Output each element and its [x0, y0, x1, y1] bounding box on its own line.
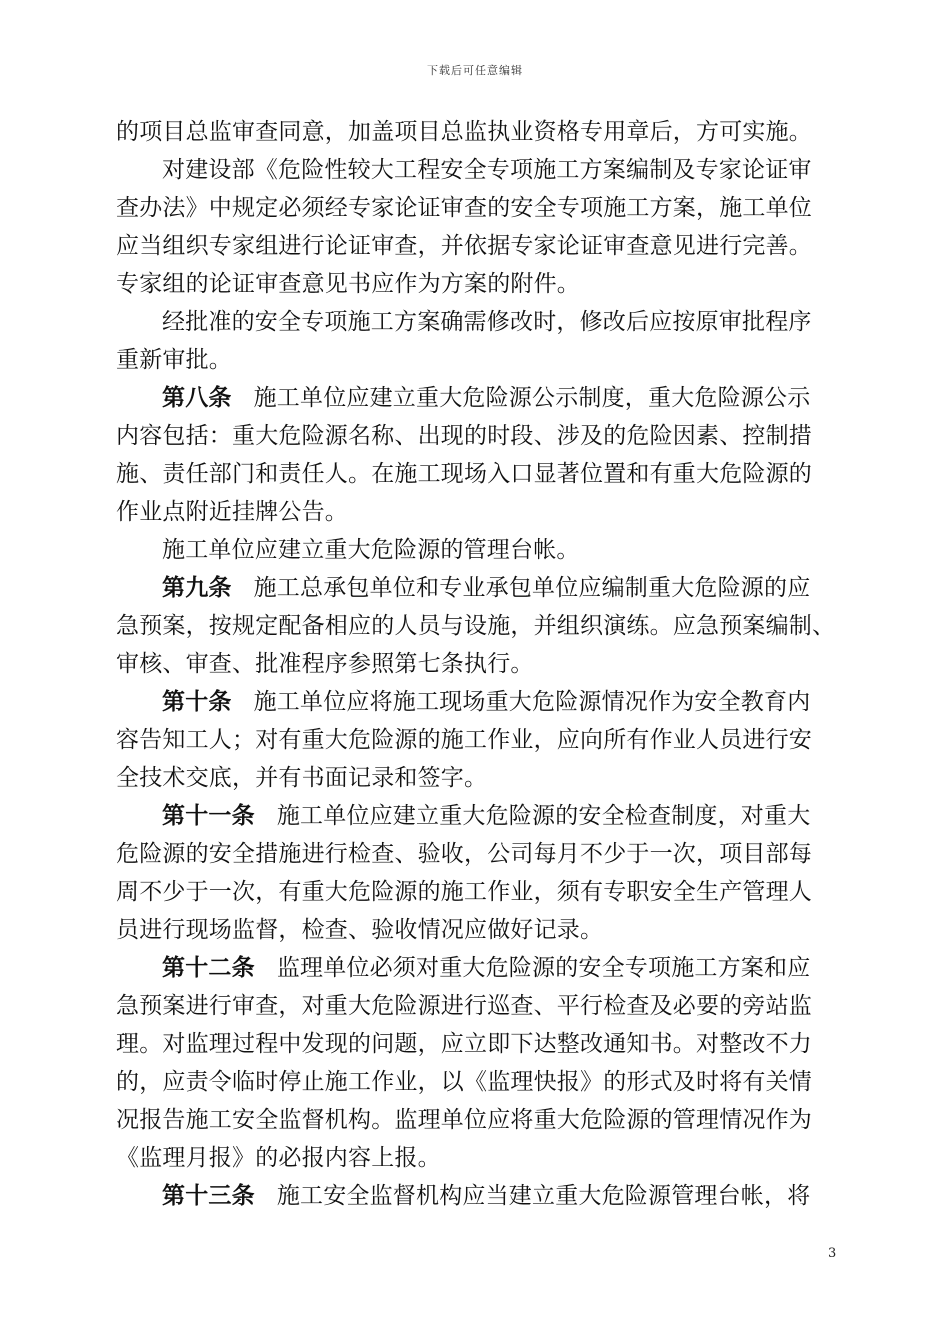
line-text: 全技术交底，并有书面记录和签字。: [116, 765, 488, 791]
line-text: 施工总承包单位和专业承包单位应编制重大危险源的应: [253, 575, 811, 601]
line-text: 审核、审查、批准程序参照第七条执行。: [116, 651, 534, 677]
text-line: [116, 1063, 836, 1101]
text-line: [116, 417, 836, 455]
line-text: 施工单位应建立重大危险源的管理台帐。: [162, 537, 580, 563]
article-10-start: [116, 683, 836, 721]
text-line: [116, 835, 836, 873]
line-text: 况报告施工安全监督机构。监理单位应将重大危险源的管理情况作为: [116, 1107, 812, 1133]
line-text: 对建设部《危险性较大工程安全专项施工方案编制及专家论证审: [162, 157, 812, 183]
line-text: 理。对监理过程中发现的问题，应立即下达整改通知书。对整改不力: [116, 1031, 812, 1057]
article-11-start: [116, 797, 836, 835]
text-line: [116, 227, 836, 265]
line-text: 专家组的论证审查意见书应作为方案的附件。: [116, 271, 580, 297]
article-heading: 第十一条: [162, 802, 255, 829]
line-text: 查办法》中规定必须经专家论证审查的安全专项施工方案，施工单位: [116, 195, 812, 221]
line-text: 内容包括：重大危险源名称、出现的时段、涉及的危险因素、控制措: [116, 423, 812, 449]
article-12-start: [116, 949, 836, 987]
article-heading: 第十三条: [162, 1182, 255, 1209]
line-text: 员进行现场监督，检查、验收情况应做好记录。: [116, 917, 604, 943]
text-line: [116, 873, 836, 911]
article-heading: 第八条: [162, 384, 232, 411]
text-line: [116, 987, 836, 1025]
line-text: 应当组织专家组进行论证审查，并依据专家论证审查意见进行完善。: [116, 233, 812, 259]
text-line: [116, 341, 836, 379]
paragraph-start: [116, 151, 836, 189]
text-line: [116, 189, 836, 227]
line-text: 施、责任部门和责任人。在施工现场入口显著位置和有重大危险源的: [116, 461, 812, 487]
text-line: [116, 113, 836, 151]
line-text: 施工单位应建立重大危险源公示制度，重大危险源公示: [253, 385, 811, 411]
line-text: 《监理月报》的必报内容上报。: [116, 1145, 441, 1171]
article-9-start: [116, 569, 836, 607]
line-text: 经批准的安全专项施工方案确需修改时，修改后应按原审批程序: [162, 309, 812, 335]
line-text: 的，应责令临时停止施工作业，以《监理快报》的形式及时将有关情: [116, 1069, 812, 1095]
text-line: [116, 721, 836, 759]
text-line: [116, 607, 836, 645]
article-heading: 第十条: [162, 688, 232, 715]
line-text: 监理单位必须对重大危险源的安全专项施工方案和应: [276, 955, 811, 981]
line-text: 容告知工人；对有重大危险源的施工作业，应向所有作业人员进行安: [116, 727, 812, 753]
text-line: [116, 493, 836, 531]
article-heading: 第九条: [162, 574, 232, 601]
text-line: [116, 645, 836, 683]
text-line: [116, 1139, 836, 1177]
line-text: 重新审批。: [116, 347, 232, 373]
article-heading: 第十二条: [162, 954, 255, 981]
line-text: 危险源的安全措施进行检查、验收，公司每月不少于一次，项目部每: [116, 841, 812, 867]
line-text: 施工单位应建立重大危险源的安全检查制度，对重大: [276, 803, 811, 829]
page-number: 3: [828, 1246, 837, 1261]
paragraph-start: [116, 303, 836, 341]
article-8-start: [116, 379, 836, 417]
text-line: [116, 455, 836, 493]
line-text: 急预案进行审查，对重大危险源进行巡查、平行检查及必要的旁站监: [116, 993, 812, 1019]
line-text: 施工单位应将施工现场重大危险源情况作为安全教育内: [253, 689, 811, 715]
text-line: [116, 759, 836, 797]
paragraph-start: [116, 531, 836, 569]
text-line: [116, 1025, 836, 1063]
line-text: 施工安全监督机构应当建立重大危险源管理台帐，将: [276, 1183, 811, 1209]
line-text: 的项目总监审查同意，加盖项目总监执业资格专用章后，方可实施。: [116, 119, 812, 145]
document-body: [116, 113, 836, 1215]
line-text: 急预案，按规定配备相应的人员与设施，并组织演练。应急预案编制、: [116, 613, 836, 639]
article-13-start: [116, 1177, 836, 1215]
line-text: 周不少于一次，有重大危险源的施工作业，须有专职安全生产管理人: [116, 879, 812, 905]
line-text: 作业点附近挂牌公告。: [116, 499, 348, 525]
page-header: 下载后可任意编辑: [427, 64, 523, 77]
text-line: [116, 1101, 836, 1139]
text-line: [116, 265, 836, 303]
text-line: [116, 911, 836, 949]
